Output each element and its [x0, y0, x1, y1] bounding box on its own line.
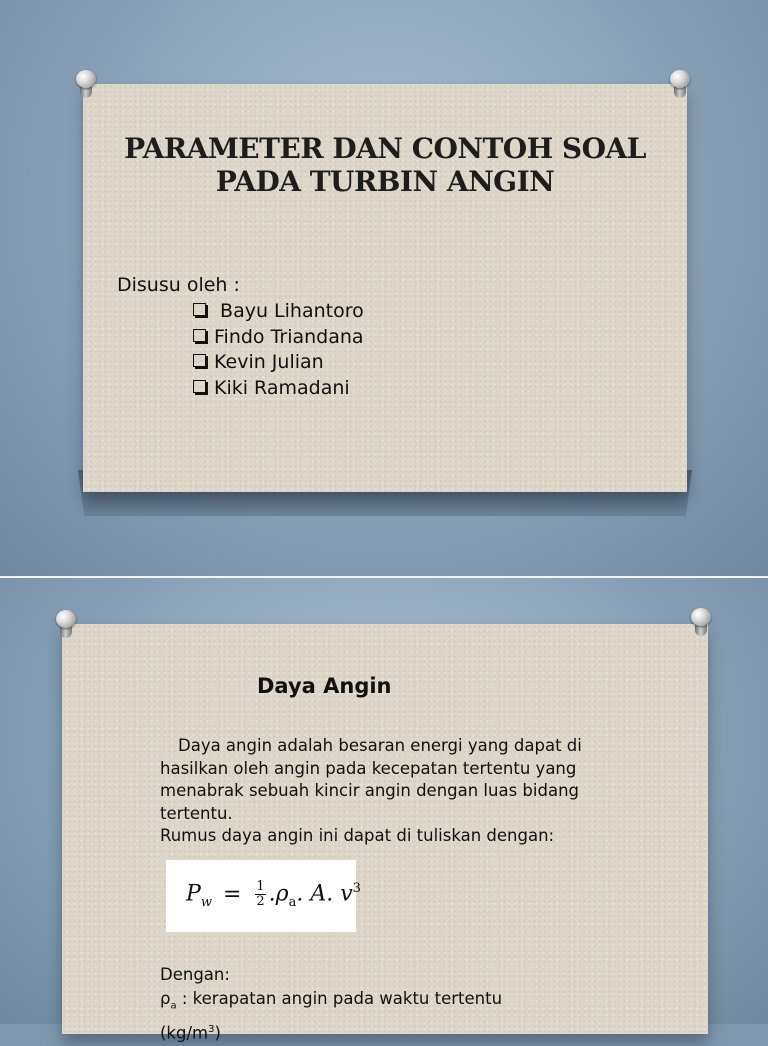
formula-eq: = — [222, 881, 242, 907]
list-item — [193, 325, 364, 351]
rho-unit-close: ) — [214, 1023, 221, 1043]
list-item — [193, 350, 364, 376]
author-name: Kiki Ramadani — [214, 376, 350, 399]
formula-exponent: 3 — [352, 881, 361, 897]
byline: Disusu oleh : — [117, 274, 240, 296]
author-name: Kevin Julian — [214, 351, 324, 373]
formula-tail: . A. v — [296, 881, 353, 907]
pushpin-icon — [668, 70, 692, 100]
formula-lhs-sub: w — [200, 894, 212, 910]
title-line-1: PARAMETER DAN CONTOH SOAL — [124, 132, 646, 165]
pushpin-icon — [74, 70, 98, 100]
checkbox-bullet-icon — [193, 380, 206, 393]
slide-2-heading: Daya Angin — [257, 674, 392, 698]
formula-intro: Rumus daya angin ini dapat di tuliskan dengan: — [160, 826, 555, 846]
slide-1-title — [83, 132, 687, 198]
author-list — [193, 299, 364, 401]
fraction-denominator: 2 — [256, 894, 265, 909]
rho-unit-exponent: 3 — [208, 1024, 215, 1036]
checkbox-bullet-icon — [193, 354, 206, 367]
list-item — [193, 299, 364, 325]
dengan-label: Dengan: — [160, 965, 230, 984]
rho-unit — [160, 1018, 620, 1046]
formula-rho: .ρ — [268, 881, 289, 907]
pushpin-icon — [54, 610, 78, 640]
slide-2-body — [160, 735, 610, 848]
formula-fraction — [255, 880, 265, 909]
checkbox-bullet-icon — [193, 303, 206, 316]
checkbox-bullet-icon — [193, 329, 206, 342]
rho-sub: a — [170, 1000, 177, 1012]
title-line-2: PADA TURBIN ANGIN — [215, 165, 555, 198]
formula — [186, 880, 361, 910]
list-item — [193, 376, 364, 402]
definition-paragraph: Daya angin adalah besaran energi yang dapat di hasilkan oleh angin pada kecepatan tertentu yang menabrak sebuah kincir angin dengan luas bidang tertentu. — [160, 736, 582, 823]
author-name: Bayu Lihantoro — [220, 300, 364, 322]
formula-rho-sub: a — [288, 894, 297, 910]
fraction-numerator: 1 — [256, 879, 265, 894]
rho-symbol: ρ — [160, 989, 171, 1008]
legend-text — [160, 963, 620, 1046]
formula-box — [166, 860, 361, 932]
rho-definition — [160, 987, 620, 1018]
rho-description: : kerapatan angin pada waktu tertentu — [176, 989, 503, 1008]
formula-lhs: P — [186, 881, 201, 907]
rho-unit-text: (kg/m — [160, 1023, 209, 1043]
author-name: Findo Triandana — [214, 325, 364, 348]
pushpin-icon — [689, 608, 713, 638]
